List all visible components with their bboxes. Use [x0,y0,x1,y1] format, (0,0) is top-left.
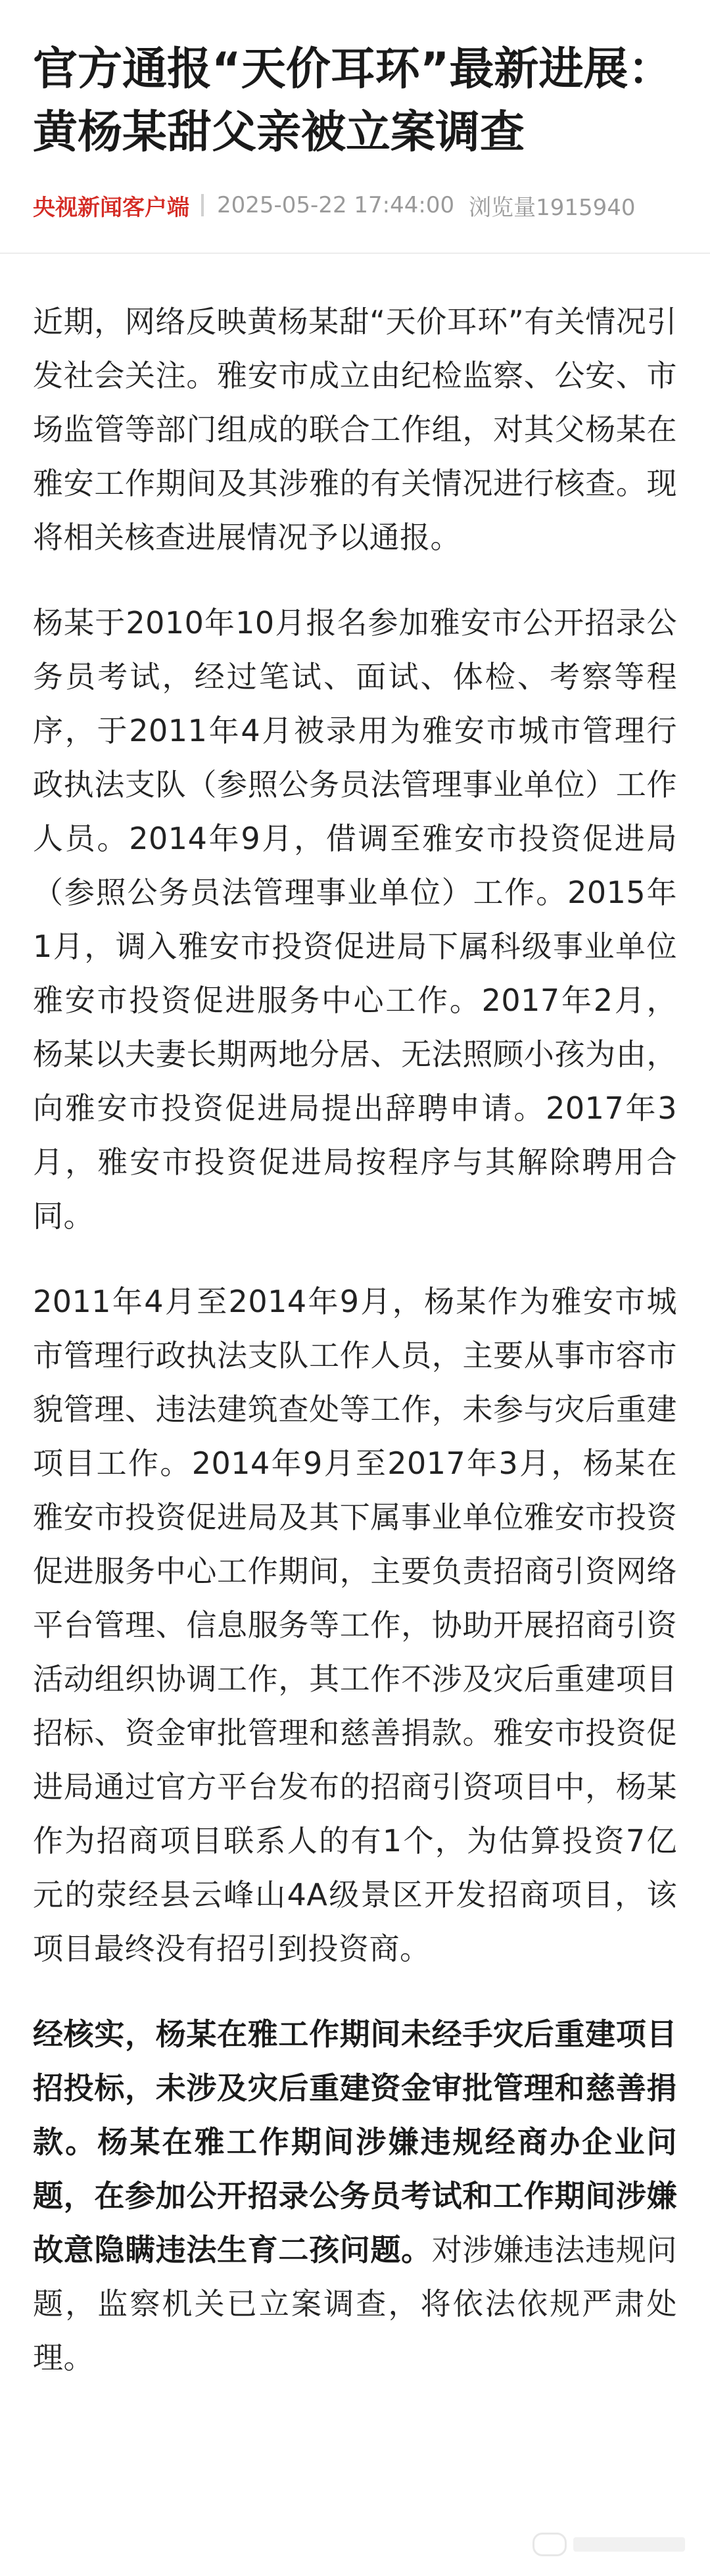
conclusion-bold-text: 经核实，杨某在雅工作期间未经手灾后重建项目招投标，未涉及灾后重建资金审批管理和慈善捐款。杨某在雅工作期间涉嫌违规经商办企业问题，在参加公开招录公务员考试和工作期间涉嫌故意隐瞒违法生育二孩问题。 [33,2016,677,2268]
meta-separator [201,194,204,216]
source-name[interactable]: 央视新闻客户端 [33,194,189,221]
paragraph-intro: 近期，网络反映黄杨某甜“天价耳环”有关情况引发社会关注。雅安市成立由纪检监察、公安、市场监管等部门组成的联合工作组，对其父杨某在雅安工作期间及其涉雅的有关情况进行核查。现将相关核查进展情况予以通报。 [33,304,677,555]
article-body [0,295,710,2385]
watermark-text [573,2537,685,2552]
paragraph-career: 杨某于2010年10月报名参加雅安市公开招录公务员考试，经过笔试、面试、体检、考察等程序，于2011年4月被录用为雅安市城市管理行政执法支队（参照公务员法管理事业单位）工作人员。2014年9月，借调至雅安市投资促进局（参照公务员法管理事业单位）工作。2015年1月，调入雅安市投资促进局下属科级事业单位雅安市投资促进服务中心工作。2017年2月，杨某以夫妻长期两地分居、无法照顾小孩为由，向雅安市投资促进局提出辞聘申请。2017年3月，雅安市投资促进局按程序与其解除聘用合同。 [33,605,677,1234]
view-count: 浏览量1915940 [469,194,636,221]
article-meta [33,191,677,220]
paragraph-conclusion [33,2007,677,2385]
watermark-logo-icon [532,2533,567,2556]
conclusion-normal-text: 对涉嫌违法违规问题，监察机关已立案调查，将依法依规严肃处理。 [33,2232,678,2375]
watermark [532,2533,685,2556]
publish-time: 2025-05-22 17:44:00 [217,192,455,218]
header-divider [0,253,710,254]
paragraph-duties: 2011年4月至2014年9月，杨某作为雅安市城市管理行政执法支队工作人员，主要从事市容市貌管理、违法建筑查处等工作，未参与灾后重建项目工作。2014年9月至2017年3月，杨某在雅安市投资促进局及其下属事业单位雅安市投资促进服务中心工作期间，主要负责招商引资网络平台管理、信息服务等工作，协助开展招商引资活动组织协调工作，其工作不涉及灾后重建项目招标、资金审批管理和慈善捐款。雅安市投资促进局通过官方平台发布的招商引资项目中，杨某作为招商项目联系人的有1个，为估算投资7亿元的荥经县云峰山4A级景区开发招商项目，该项目最终没有招引到投资商。 [33,1284,677,1966]
article-title: 官方通报“天价耳环”最新进展：黄杨某甜父亲被立案调查 [33,43,673,158]
